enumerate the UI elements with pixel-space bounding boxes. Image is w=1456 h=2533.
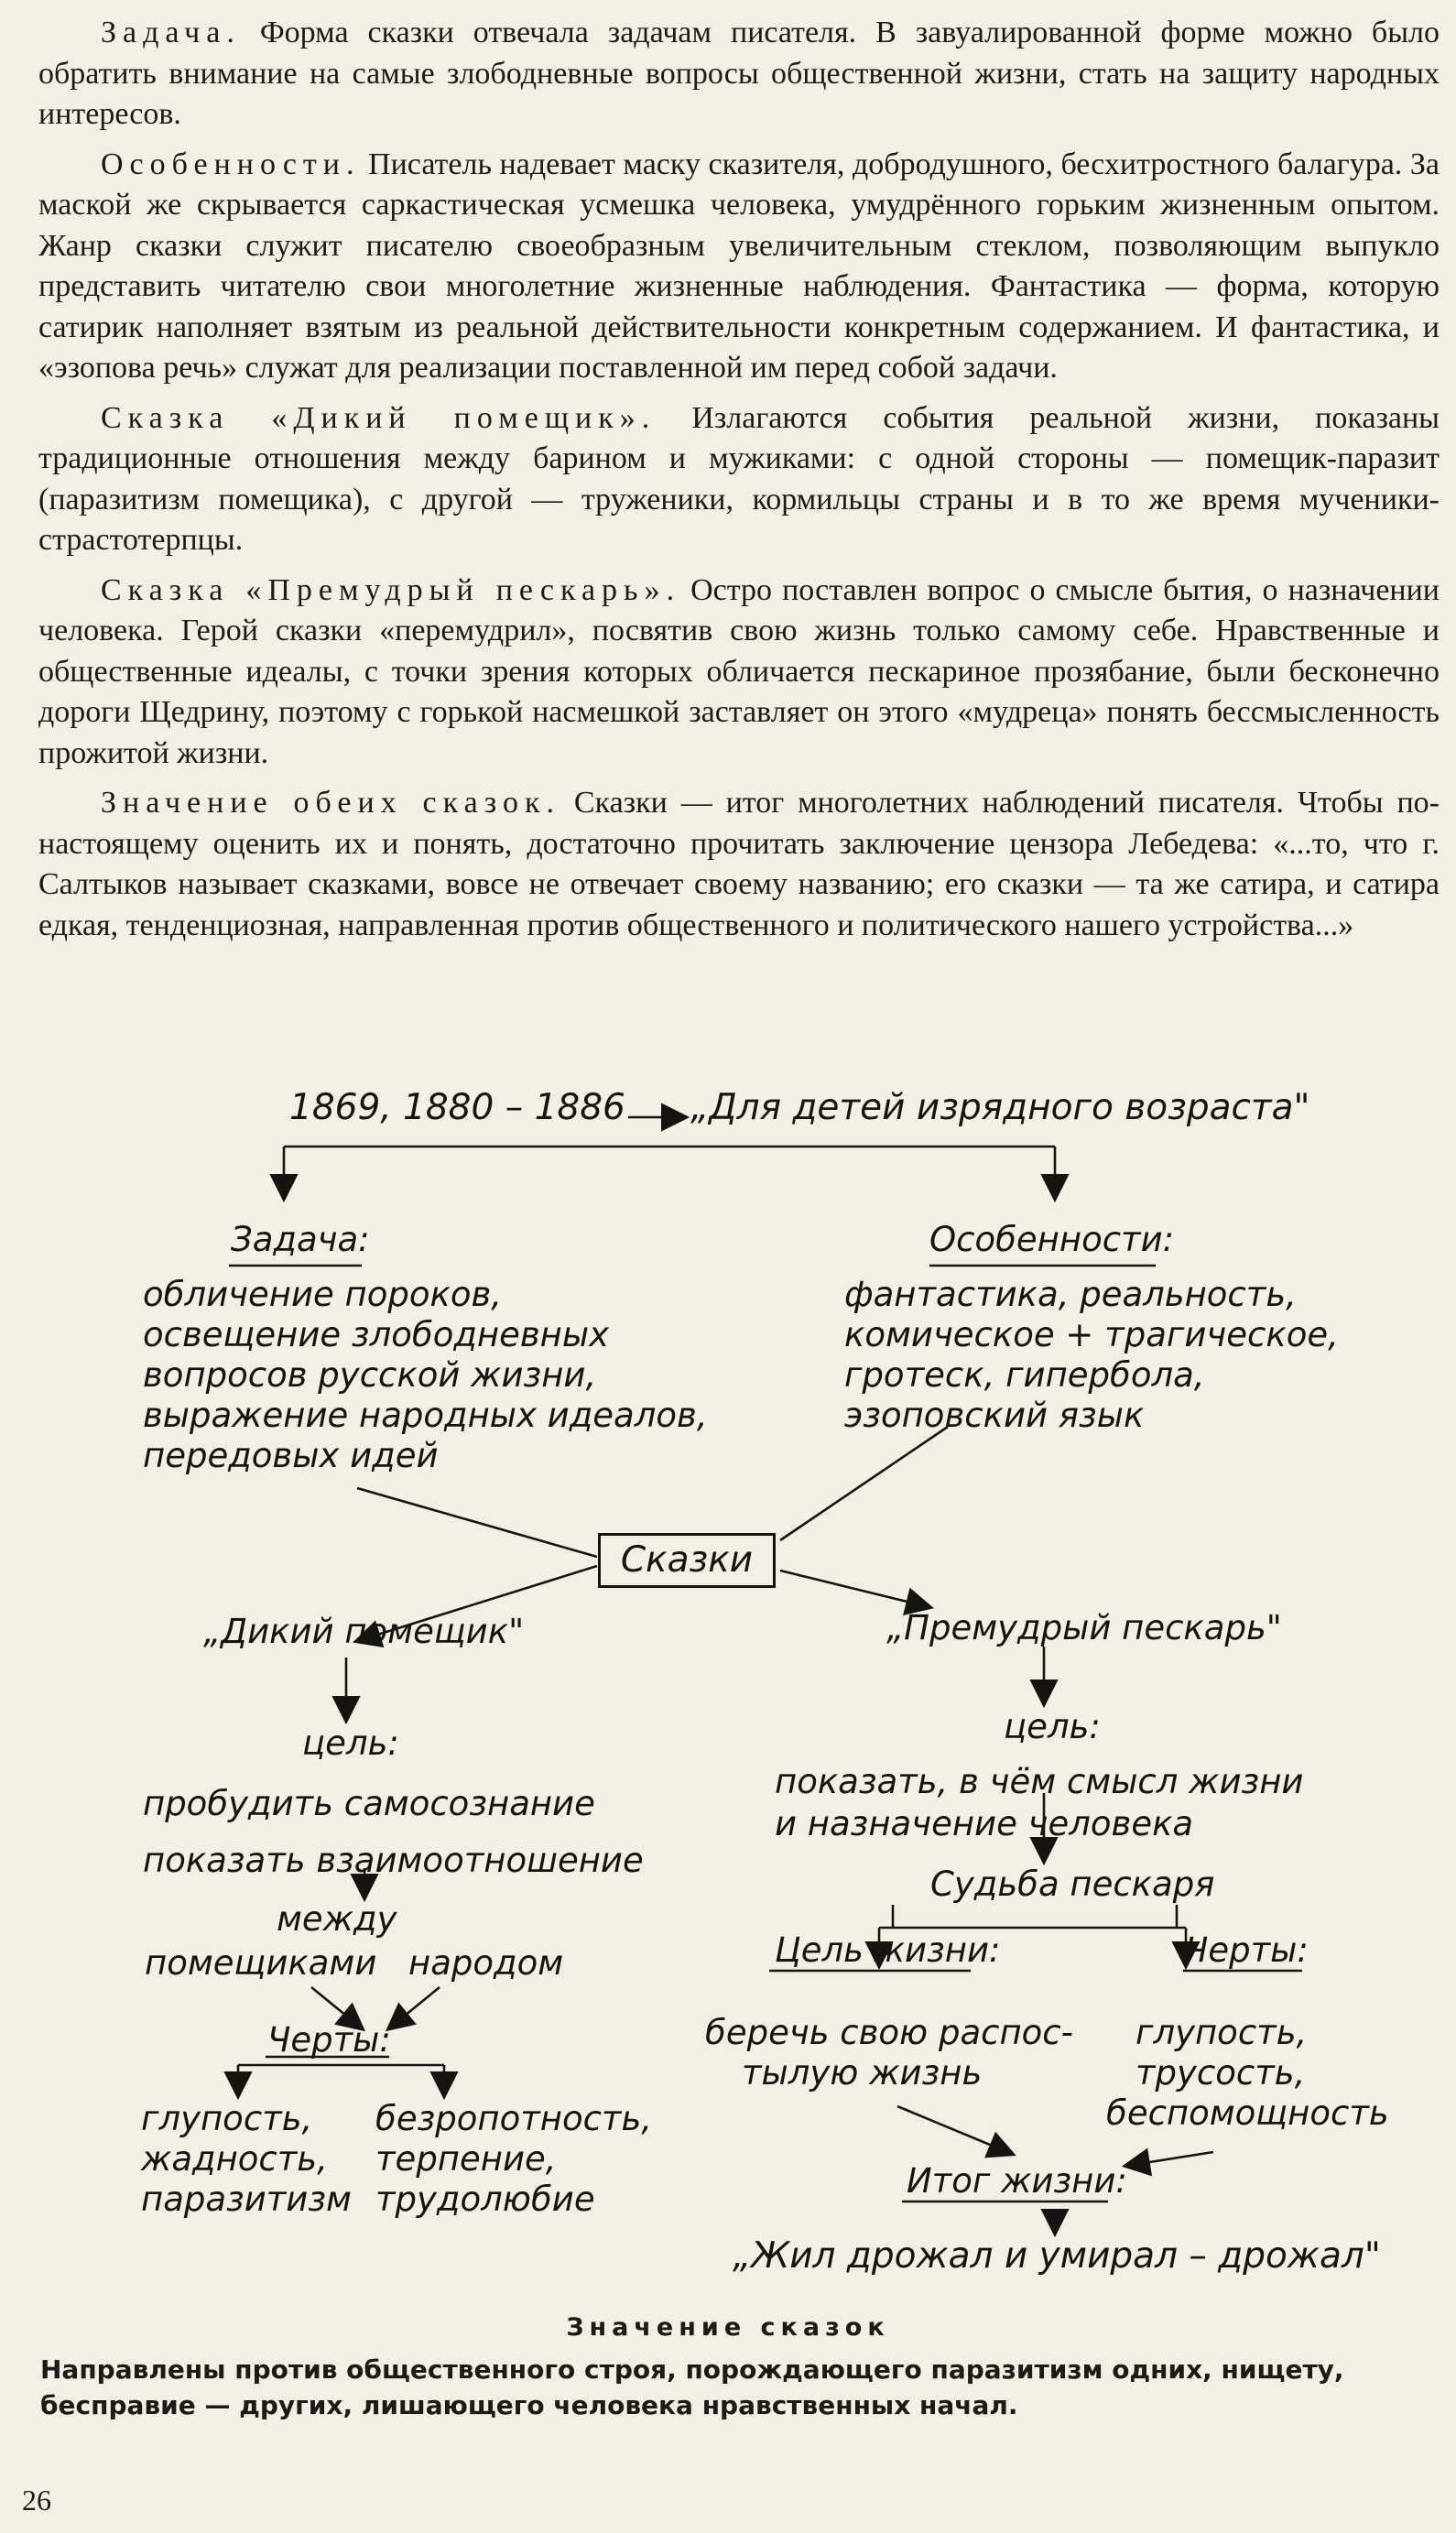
center-box-label: Сказки <box>620 1539 754 1581</box>
right-trait: беспомощность <box>1106 2093 1389 2133</box>
features-item: фантастика, реальность, <box>844 1275 1297 1314</box>
right-goal-label: цель: <box>1004 1707 1101 1746</box>
arrow-box-to-right-tale <box>780 1571 929 1607</box>
left-trait-b: безропотность, <box>375 2099 653 2138</box>
right-tale-title: „Премудрый пескарь" <box>886 1608 1282 1647</box>
header-years: 1869, 1880 – 1886 <box>289 1087 625 1128</box>
paragraph-lead: Сказка «Премудрый пескарь». <box>101 572 681 607</box>
left-goal-line: показать взаимоотношение <box>143 1841 644 1880</box>
line-features-to-box <box>780 1427 948 1540</box>
paragraph-wise-gudgeon <box>38 571 1440 775</box>
left-tale-title: „Дикий помещик" <box>203 1612 525 1651</box>
left-goal-line: пробудить самосознание <box>143 1784 595 1823</box>
right-trait: глупость, <box>1135 2013 1308 2052</box>
page-number: 26 <box>22 2484 51 2517</box>
paragraph-lead: Задача. <box>101 16 241 49</box>
life-goal-line: тылую жизнь <box>742 2053 983 2093</box>
paragraph-task <box>38 13 1440 136</box>
left-goal-label: цель: <box>302 1723 399 1763</box>
features-item: гротеск, гипербола, <box>844 1355 1205 1395</box>
task-item: освещение злободневных <box>143 1315 609 1354</box>
left-goal-line: между <box>277 1899 397 1939</box>
left-trait-b: трудолюбие <box>375 2180 595 2219</box>
outcome-quote: „Жил дрожал и умирал – дрожал" <box>733 2235 1381 2277</box>
left-goal-line: народом <box>408 1943 564 1983</box>
paragraph-text: Форма сказки отвечала задачам писателя. В завуалированной форме можно было обратить внимание на самые злободневные вопросы общественной жизни, стать на защиту народных интересов. <box>38 16 1440 131</box>
paragraph-text: Сказки — итог многолетних наблюдений писателя. Чтобы по-настоящему оценить их и понять, достаточно прочитать заключение цензора Лебедева: «...то, что г. Салтыков называет сказками, вовсе не отвечает своему названию; его сказки — та же сатира, и сатира едкая, тенденциозная, направленная против общественного и политического нашего устройства...» <box>38 786 1440 942</box>
fate-heading: Судьба пескаря <box>930 1864 1215 1904</box>
paragraph-text: Остро поставлен вопрос о смысле бытия, о назначении человека. Герой сказки «перемудрил», посвятив свою жизнь только самому себе. Нравственные и общественные идеалы, с точки зрения которых обличается пескариное прозябание, были бесконечно дороги Щедрину, поэтому с горькой насмешкой заставляет он этого «мудреца» понять бессмысленность прожитой жизни. <box>38 572 1440 770</box>
arrow-to-outcome-right <box>1126 2152 1213 2166</box>
features-heading: Особенности: <box>929 1220 1175 1259</box>
left-goal-line: помещиками <box>145 1943 377 1983</box>
right-goal-line: и назначение человека <box>775 1804 1194 1843</box>
paragraph-features <box>38 145 1440 389</box>
arrow-to-outcome-left <box>897 2106 1012 2154</box>
caption-title: Значение сказок <box>566 2313 890 2342</box>
paragraph-lead: Значение обеих сказок. <box>101 786 560 820</box>
paragraph-text: Излагаются события реальной жизни, показаны традиционные отношения между барином и мужиками: с одной стороны — помещик-паразит (паразитизм помещика), с другой — труженики, кормильцы страны и в то же время мученики-страстотерпцы. <box>38 400 1440 557</box>
task-item: передовых идей <box>143 1436 439 1475</box>
left-trait-a: паразитизм <box>141 2180 352 2219</box>
caption-text: Направлены против общественного строя, порождающего паразитизм одних, нищету, бесправие — других, лишающего человека нравственных начал. <box>40 2354 1344 2420</box>
left-trait-b: терпение, <box>375 2139 557 2179</box>
body-text <box>38 13 1440 955</box>
left-trait-a: жадность, <box>141 2139 328 2179</box>
left-traits-heading: Черты: <box>267 2020 391 2060</box>
tales-diagram <box>0 1071 1456 2326</box>
task-item: обличение пороков, <box>143 1275 503 1314</box>
paragraph-lead: Сказка «Дикий помещик». <box>101 400 657 435</box>
features-item: комическое + трагическое, <box>844 1315 1339 1354</box>
left-trait-a: глупость, <box>141 2099 313 2138</box>
center-box <box>598 1533 776 1588</box>
right-goal-line: показать, в чём смысл жизни <box>775 1762 1304 1801</box>
paragraph-significance <box>38 783 1440 946</box>
paragraph-text: Писатель надевает маску сказителя, добродушного, бесхитростного балагура. За маской же скрывается саркастическая усмешка человека, умудрённого горьким жизненным опытом. Жанр сказки служит писателю своеобразным увеличительным стеклом, позволяющим выпукло представить читателю свои многолетние жизненные наблюдения. Фантастика — форма, которую сатирик наполняет взятым из реальной действительности конкретным содержанием. И фантастика, и «эзопова речь» служат для реализации поставленной им перед собой задачи. <box>38 147 1440 385</box>
life-goal-heading: Цель жизни: <box>775 1930 1001 1970</box>
features-item: эзоповский язык <box>844 1396 1145 1435</box>
task-item: выражение народных идеалов, <box>143 1396 708 1435</box>
right-trait: трусость, <box>1135 2053 1306 2093</box>
task-item: вопросов русской жизни, <box>143 1355 597 1395</box>
life-goal-line: беречь свою распос- <box>705 2013 1073 2052</box>
paragraph-lead: Особенности. <box>101 147 361 181</box>
arrow-people-to-traits <box>389 1987 440 2028</box>
task-heading: Задача: <box>231 1220 370 1259</box>
right-traits-heading: Черты: <box>1185 1930 1309 1970</box>
header-title: „Для детей изрядного возраста" <box>690 1087 1310 1128</box>
outcome-heading: Итог жизни: <box>907 2161 1127 2201</box>
line-task-to-box <box>357 1488 597 1557</box>
paragraph-wild-landowner <box>38 398 1440 561</box>
